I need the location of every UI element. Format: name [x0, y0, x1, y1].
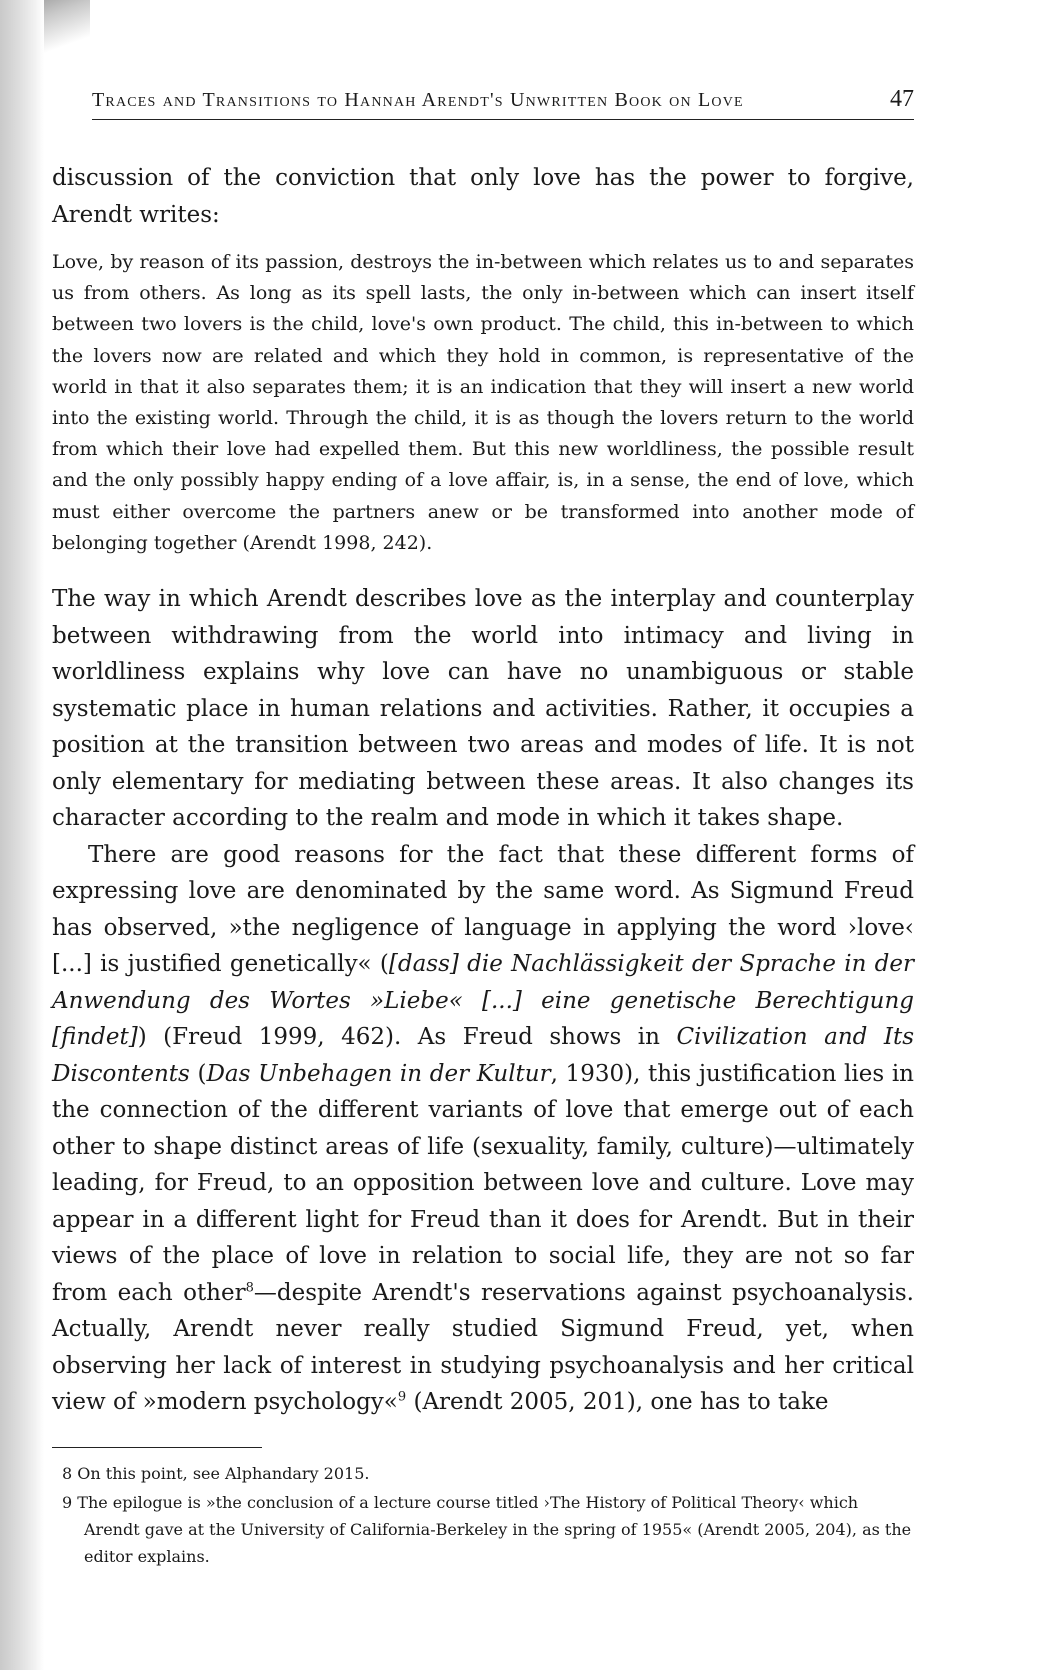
- footnotes: [52, 1460, 914, 1570]
- footnote-ref-8[interactable]: 8: [245, 1279, 254, 1295]
- page-number: 47: [890, 86, 914, 112]
- footnote-9: 9 The epilogue is »the conclusion of a lecture course titled ›The History of Political Theory‹ which Arendt gave at the University of California-Berkeley in the spring of 1955« (Arendt 2005, 204), as the editor explains.: [62, 1492, 912, 1566]
- paragraph-3-part-c: (: [189, 1060, 207, 1087]
- paragraph-2: The way in which Arendt describes love as the interplay and counterplay between withdrawing from the world into intimacy and living in worldliness explains why love can have no unambiguous or stable systematic place in human relations and activities. Rather, it occupies a position at the transition between two areas and modes of life. It is not only elementary for mediating between these areas. It also changes its character according to the realm and mode in which it takes shape.: [52, 586, 914, 832]
- book-page: [52, 86, 914, 1572]
- paragraph-1: discussion of the conviction that only love has the power to forgive, Arendt writes:: [52, 165, 914, 228]
- footnote-divider: [52, 1447, 262, 1448]
- german-quote: [dass] die Nachlässigkeit der Sprache in der Anwendung des Wortes »Liebe« [...] eine genetische Berechtigung [findet]: [52, 951, 914, 1051]
- footnote-8: 8 On this point, see Alphandary 2015.: [62, 1463, 370, 1483]
- paragraph-3: [52, 837, 914, 1421]
- paragraph-3-part-d: , 1930), this justification lies in the connection of the different variants of love that emerge out of each other to shape distinct areas of life (sexuality, family, culture)—ultimately leading, for Freud, to an opposition between love and culture. Love may appear in a different light for Freud than it does for Arendt. But in their views of the place of love in relation to social life, they are not so far from each other: [52, 1060, 914, 1306]
- scan-gutter-shadow: [0, 0, 44, 1670]
- paragraph-3-part-b: ) (Freud 1999, 462). As Freud shows in: [137, 1024, 677, 1051]
- book-title-de: Das Unbehagen in der Kultur: [206, 1060, 551, 1087]
- footnote-ref-9[interactable]: 9: [397, 1389, 407, 1405]
- paragraph-3-part-f: (Arendt 2005, 201), one has to take: [406, 1389, 829, 1416]
- paragraph-3-part-a: There are good reasons for the fact that these different forms of expressing love are denominated by the same word. As Sigmund Freud has observed, »the negligence of language in applying the word ›love‹ [...] is justified genetically« (: [52, 841, 914, 978]
- running-head: [92, 86, 914, 120]
- paragraph-3-part-e: —despite Arendt's reservations against psychoanalysis. Actually, Arendt never really studied Sigmund Freud, yet, when observing her lack of interest in studying psychoanalysis and her critical view of »modern psychology«: [52, 1279, 914, 1416]
- block-quote: Love, by reason of its passion, destroys the in-between which relates us to and separates us from others. As long as its spell lasts, the only in-between which can insert itself between two lovers is the child, love's own product. The child, this in-between to which the lovers now are related and which they hold in common, is representative of the world in that it also separates them; it is an indication that they will insert a new world into the existing world. Through the child, it is as though the lovers return to the world from which their love had expelled them. But this new worldliness, the possible result and the only possibly happy ending of a love affair, is, in a sense, the end of love, which must either overcome the partners anew or be transformed into another mode of belonging together (Arendt 1998, 242).: [52, 251, 914, 554]
- book-title-en: Civilization and Its Discontents: [52, 1024, 915, 1087]
- running-head-title: Traces and Transitions to Hannah Arendt's Unwritten Book on Love: [92, 89, 744, 111]
